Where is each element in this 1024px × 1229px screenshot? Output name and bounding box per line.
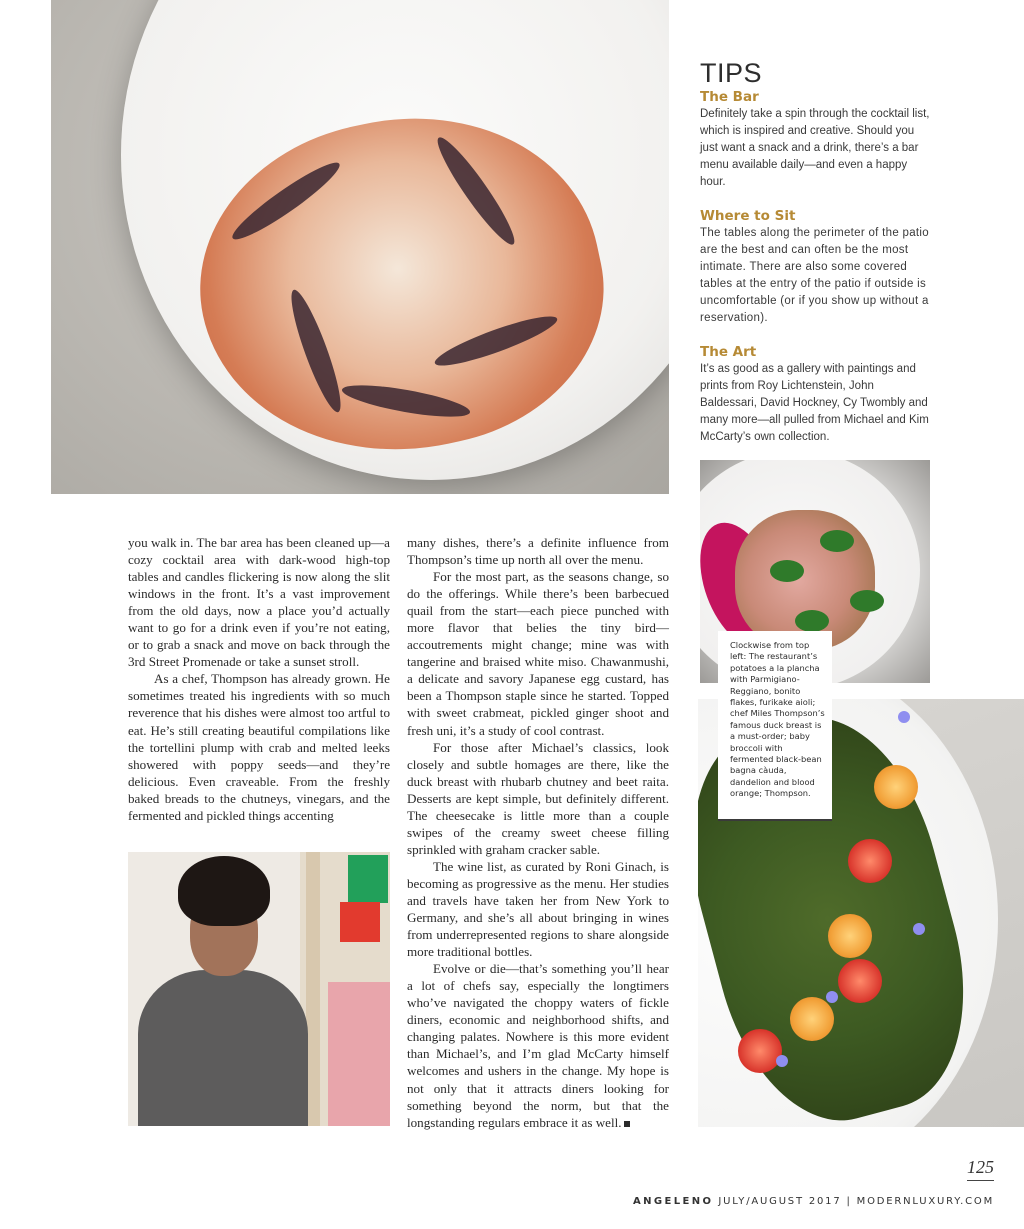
tip-body: It’s as good as a gallery with paintings and prints from Roy Lichtenstein, John Baldessari, David Hockney, Cy Twombly and many more—all pulled from Michael and Kim McCarty’s own collection. bbox=[700, 363, 929, 443]
end-mark-icon bbox=[624, 1121, 630, 1127]
paragraph-text: Evolve or die—that’s something you’ll hear a lot of chefs say, especially the longtimers who’ve navigated the choppy waters of fickle diners, economic and neighborhood shifts, and changing palates. Nowhere is this more evident than Michael’s, and I’m glad McCarty himself welcomes and ushers in the change. My hope is not only that it attracts diners looking for something beyond the norm, but that the longstanding regulars embrace it as well. bbox=[407, 961, 669, 1130]
paragraph: The wine list, as curated by Roni Ginach, is becoming as progressive as the menu. Her studies and travels have taken her from New York to Germany, and she’s all about bringing in wines from underrepresented regions to share alongside more traditional bottles. bbox=[407, 858, 669, 960]
tip-art bbox=[700, 343, 932, 446]
website: MODERNLUXURY.COM bbox=[856, 1196, 994, 1207]
borage-flower bbox=[776, 1055, 788, 1067]
hero-dish-photo bbox=[51, 0, 669, 494]
tip-title: The Bar bbox=[700, 89, 759, 105]
tip-body: Definitely take a spin through the cocktail list, which is inspired and creative. Should you just want a snack and a drink, there’s a bar menu available daily—and even a happy hour. bbox=[700, 108, 930, 188]
borage-flower bbox=[898, 711, 910, 723]
chef-portrait-photo bbox=[128, 852, 390, 1126]
brand-name: ANGELENO bbox=[632, 1196, 714, 1207]
artwork-red bbox=[340, 902, 380, 942]
paragraph: For those after Michael’s classics, look closely and subtle homages are there, like the duck breast with rhubarb chutney and beet raita. Desserts are kept simple, but definitely different. The cheesecake is little more than a couple swipes of the creamy sweet cheese filling sprinkled with graham cracker sable. bbox=[407, 739, 669, 857]
tips-heading: TIPS bbox=[700, 58, 763, 88]
blood-orange-slice bbox=[838, 959, 882, 1003]
borage-flower bbox=[826, 991, 838, 1003]
paragraph: As a chef, Thompson has already grown. He sometimes treated his ingredients with so much reverence that his dishes were almost too artful to eat. He’s still creating beautiful compilations like the tortellini plump with crab and melted leeks showered with poppy seeds—and they’re delicious. Even craveable. From the freshly baked breads to the chutneys, vinegars, and the fermented and pickled things accenting bbox=[128, 671, 390, 823]
artwork-green bbox=[348, 855, 388, 903]
tip-title: The Art bbox=[700, 344, 757, 360]
magazine-footer bbox=[633, 1196, 994, 1207]
tip-where-to-sit bbox=[700, 207, 932, 327]
greens bbox=[795, 610, 829, 632]
t-shirt bbox=[138, 970, 308, 1126]
paragraph-final bbox=[407, 960, 669, 1130]
article-column-2 bbox=[407, 534, 669, 1131]
photo-caption: Clockwise from top left: The restaurant’s potatoes a la plancha with Parmigiano-Reggiano, bonito flakes, furikake aioli; chef Miles Thompson’s famous duck breast is a must-order; baby broccoli with fermented black-bean bagna càuda, dandelion and blood orange; Thompson. bbox=[718, 631, 832, 821]
greens bbox=[770, 560, 804, 582]
orange-slice bbox=[874, 765, 918, 809]
artwork-pink bbox=[328, 982, 390, 1126]
blood-orange-slice bbox=[848, 839, 892, 883]
tip-title: Where to Sit bbox=[700, 208, 796, 224]
tips-sidebar bbox=[700, 58, 932, 462]
page-number: 125 bbox=[967, 1157, 994, 1181]
orange-slice bbox=[828, 914, 872, 958]
blood-orange-slice bbox=[738, 1029, 782, 1073]
issue-date: JULY/AUGUST 2017 bbox=[718, 1196, 842, 1207]
hair bbox=[178, 856, 270, 926]
tip-body: The tables along the perimeter of the patio are the best and can often be the most intimate. There are also some covered tables at the entry of the patio if outside is uncomfortable (or if you show up without a reservation). bbox=[700, 227, 929, 324]
tip-bar bbox=[700, 88, 932, 191]
footer-separator: | bbox=[846, 1196, 852, 1207]
article-column-1 bbox=[128, 534, 390, 824]
greens bbox=[850, 590, 884, 612]
paragraph: many dishes, there’s a definite influence from Thompson’s time up north all over the menu. bbox=[407, 535, 669, 568]
greens bbox=[820, 530, 854, 552]
paragraph: you walk in. The bar area has been cleaned up—a cozy cocktail area with dark-wood high-top tables and candles flickering is now along the slit windows in the front. It’s a vast improvement from the old days, now a place you’d actually want to go for a drink even if you’re not eating, or to grab a snack and move on back through the 3rd Street Promenade or take a sunset stroll. bbox=[128, 535, 390, 670]
paragraph: For the most part, as the seasons change, so do the offerings. While there’s been barbecued quail from the start—each piece punched with more flavor that belies the tiny bird—accoutrements might change; mine was with tangerine and braised white miso. Chawanmushi, a delicate and savory Japanese egg custard, has been a Thompson staple since he started. Topped with sweet crabmeat, pickled ginger shoot and fresh uni, it’s a study of cool contrast. bbox=[407, 569, 669, 738]
orange-slice bbox=[790, 997, 834, 1041]
borage-flower bbox=[913, 923, 925, 935]
door-frame bbox=[306, 852, 320, 1126]
